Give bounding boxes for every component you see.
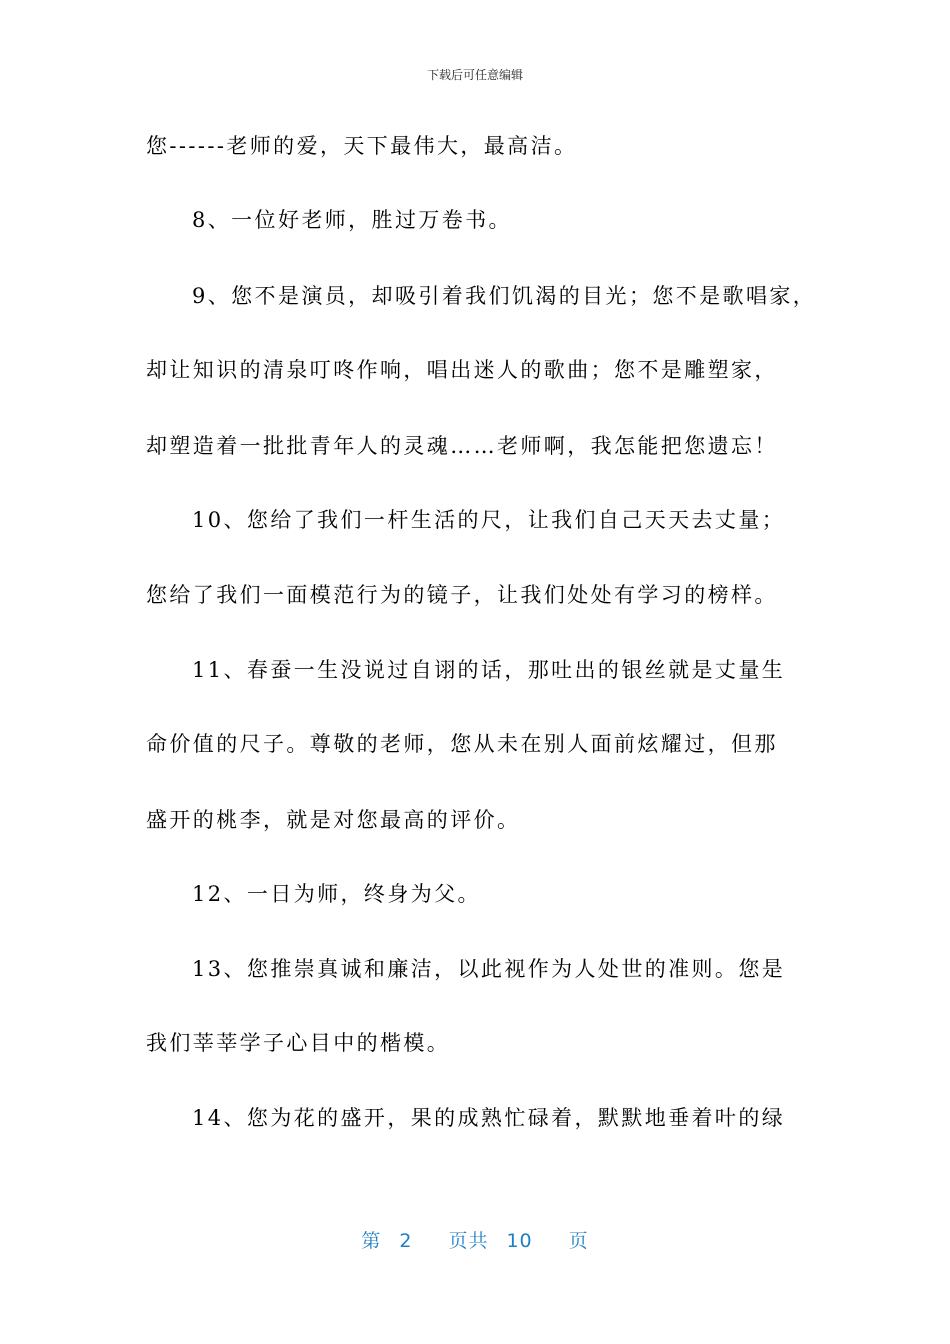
text-line-11: 12、一日为师，终身为父。 <box>192 882 481 906</box>
text-line-14: 14、您为花的盛开，果的成熟忙碌着，默默地垂着叶的绿 <box>192 1106 786 1130</box>
text-line-1: 您------老师的爱，天下最伟大，最高洁。 <box>146 134 578 158</box>
footer-page-number: 2 <box>399 1230 413 1252</box>
footer-prefix: 第 <box>361 1230 382 1252</box>
text-line-8: 11、春蚕一生没说过自诩的话，那吐出的银丝就是丈量生 <box>192 658 786 682</box>
text-line-5: 却塑造着一批批青年人的灵魂……老师啊，我怎能把您遗忘！ <box>146 434 778 458</box>
text-line-7: 您给了我们一面模范行为的镜子，让我们处处有学习的榜样。 <box>146 583 778 607</box>
footer-total-pages: 10 <box>506 1230 533 1252</box>
text-line-3: 9、您不是演员，却吸引着我们饥渴的目光；您不是歌唱家， <box>192 284 817 308</box>
text-line-2: 8、一位好老师，胜过万卷书。 <box>192 208 512 232</box>
text-line-10: 盛开的桃李，就是对您最高的评价。 <box>146 808 521 832</box>
text-line-13: 我们莘莘学子心目中的楷模。 <box>146 1031 451 1055</box>
page-header: 下载后可任意编辑 <box>426 68 523 82</box>
text-line-9: 命价值的尺子。尊敬的老师，您从未在别人面前炫耀过，但那 <box>146 732 778 756</box>
page-footer <box>0 1226 950 1253</box>
text-line-12: 13、您推崇真诚和廉洁，以此视作为人处世的准则。您是 <box>192 957 786 981</box>
text-line-4: 却让知识的清泉叮咚作响，唱出迷人的歌曲；您不是雕塑家， <box>146 358 778 382</box>
footer-middle: 页共 <box>448 1230 489 1252</box>
footer-suffix: 页 <box>568 1230 589 1252</box>
text-line-6: 10、您给了我们一杆生活的尺，让我们自己天天去丈量； <box>192 508 786 532</box>
